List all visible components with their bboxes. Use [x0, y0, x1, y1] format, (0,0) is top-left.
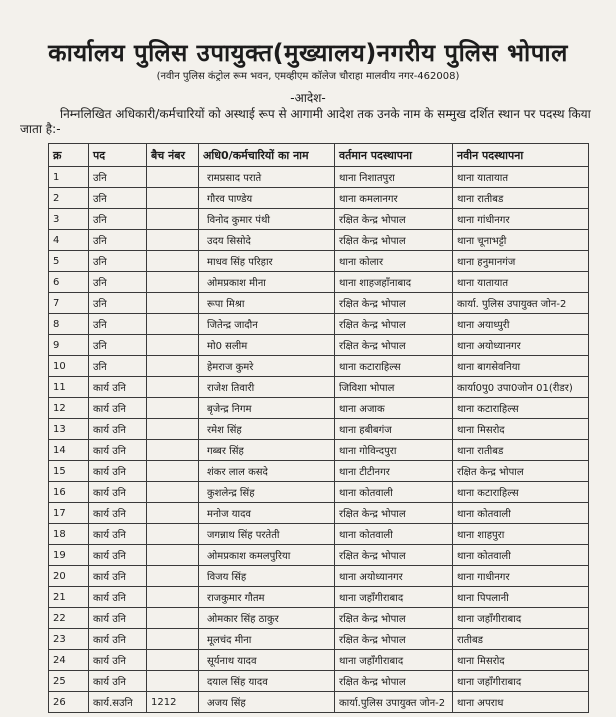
header-batch: बैच नंबर — [147, 144, 199, 167]
cell-rank: उनि — [89, 272, 147, 293]
cell-rank: कार्य उनि — [89, 545, 147, 566]
cell-batch — [147, 188, 199, 209]
cell-batch — [147, 608, 199, 629]
cell-name: जितेन्द्र जादौन — [199, 314, 335, 335]
cell-batch — [147, 377, 199, 398]
cell-batch — [147, 545, 199, 566]
table-row — [49, 650, 589, 671]
cell-batch — [147, 650, 199, 671]
cell-serial: 12 — [49, 398, 89, 419]
table-row — [49, 545, 589, 566]
cell-rank: उनि — [89, 209, 147, 230]
cell-serial: 16 — [49, 482, 89, 503]
cell-new-posting: थाना चूनाभट्टी — [453, 230, 589, 251]
cell-name: गौरव पाण्डेय — [199, 188, 335, 209]
cell-name: ओमप्रकाश कमलपुरिया — [199, 545, 335, 566]
cell-batch — [147, 230, 199, 251]
cell-rank: उनि — [89, 314, 147, 335]
cell-serial: 26 — [49, 692, 89, 713]
table-row — [49, 461, 589, 482]
cell-new-posting: थाना जहाँगीराबाद — [453, 671, 589, 692]
table-row — [49, 524, 589, 545]
cell-batch — [147, 356, 199, 377]
office-title: कार्यालय पुलिस उपायुक्त(मुख्यालय)नगरीय पुलिस भोपाल — [48, 39, 568, 67]
order-heading: -आदेश- — [290, 91, 326, 105]
cell-name: उदय सिसोदे — [199, 230, 335, 251]
table-row — [49, 314, 589, 335]
cell-name: हेमराज कुमरे — [199, 356, 335, 377]
cell-name: मूलचंद मीना — [199, 629, 335, 650]
cell-serial: 22 — [49, 608, 89, 629]
table-row — [49, 209, 589, 230]
cell-rank: कार्य उनि — [89, 398, 147, 419]
cell-current-posting: रक्षित केन्द्र भोपाल — [335, 671, 453, 692]
table-row — [49, 419, 589, 440]
cell-serial: 20 — [49, 566, 89, 587]
table-row — [49, 377, 589, 398]
cell-name: विनोद कुमार पंथी — [199, 209, 335, 230]
cell-new-posting: थाना हनुमानगंज — [453, 251, 589, 272]
table-row — [49, 167, 589, 188]
cell-name: बृजेन्द्र निगम — [199, 398, 335, 419]
table-row — [49, 293, 589, 314]
cell-new-posting: थाना गाधीनगर — [453, 566, 589, 587]
cell-current-posting: जिविशा भोपाल — [335, 377, 453, 398]
cell-name: शंकर लाल कसदे — [199, 461, 335, 482]
table-row — [49, 230, 589, 251]
cell-serial: 13 — [49, 419, 89, 440]
cell-serial: 2 — [49, 188, 89, 209]
table-row — [49, 335, 589, 356]
cell-name: विजय सिंह — [199, 566, 335, 587]
cell-name: ओमप्रकाश मीना — [199, 272, 335, 293]
cell-current-posting: रक्षित केन्द्र भोपाल — [335, 230, 453, 251]
posting-table — [48, 143, 589, 713]
cell-new-posting: थाना अयाध्पुरी — [453, 314, 589, 335]
cell-rank: कार्य उनि — [89, 419, 147, 440]
cell-serial: 25 — [49, 671, 89, 692]
cell-batch — [147, 671, 199, 692]
cell-serial: 23 — [49, 629, 89, 650]
cell-rank: कार्य उनि — [89, 608, 147, 629]
cell-rank: उनि — [89, 335, 147, 356]
cell-rank: उनि — [89, 167, 147, 188]
table-row — [49, 398, 589, 419]
header-serial: क्र — [49, 144, 89, 167]
cell-current-posting: रक्षित केन्द्र भोपाल — [335, 629, 453, 650]
cell-name: सूर्यनाथ यादव — [199, 650, 335, 671]
cell-current-posting: थाना निशातपुरा — [335, 167, 453, 188]
cell-batch — [147, 566, 199, 587]
cell-serial: 7 — [49, 293, 89, 314]
header-current-posting: वर्तमान पदस्थापना — [335, 144, 453, 167]
cell-name: अजय सिंह — [199, 692, 335, 713]
cell-new-posting: थाना बागसेवनिया — [453, 356, 589, 377]
cell-rank: उनि — [89, 188, 147, 209]
cell-serial: 19 — [49, 545, 89, 566]
cell-serial: 10 — [49, 356, 89, 377]
cell-serial: 3 — [49, 209, 89, 230]
table-row — [49, 671, 589, 692]
cell-current-posting: रक्षित केन्द्र भोपाल — [335, 314, 453, 335]
cell-new-posting: रक्षित केन्द्र भोपाल — [453, 461, 589, 482]
cell-batch — [147, 209, 199, 230]
cell-rank: कार्य उनि — [89, 440, 147, 461]
cell-serial: 8 — [49, 314, 89, 335]
table-header-row — [49, 144, 589, 167]
cell-batch — [147, 398, 199, 419]
table-row — [49, 440, 589, 461]
cell-new-posting: थाना कोतवाली — [453, 545, 589, 566]
cell-batch — [147, 587, 199, 608]
cell-name: रामप्रसाद पराते — [199, 167, 335, 188]
header-name: अधि0/कर्मचारियों का नाम — [199, 144, 335, 167]
cell-serial: 11 — [49, 377, 89, 398]
cell-batch — [147, 272, 199, 293]
cell-current-posting: रक्षित केन्द्र भोपाल — [335, 335, 453, 356]
cell-batch — [147, 335, 199, 356]
header-new-posting: नवीन पदस्थापना — [453, 144, 589, 167]
cell-new-posting: थाना मिसरोद — [453, 419, 589, 440]
cell-new-posting: थाना कटाराहिल्स — [453, 482, 589, 503]
cell-current-posting: थाना शाहजहाँनाबाद — [335, 272, 453, 293]
cell-serial: 4 — [49, 230, 89, 251]
cell-new-posting: थाना कोतवाली — [453, 503, 589, 524]
cell-current-posting: थाना कमलानगर — [335, 188, 453, 209]
table-row — [49, 356, 589, 377]
cell-name: मो0 सलीम — [199, 335, 335, 356]
cell-rank: कार्य उनि — [89, 650, 147, 671]
table-row — [49, 587, 589, 608]
cell-rank: कार्य उनि — [89, 587, 147, 608]
cell-new-posting: थाना शाहपुरा — [453, 524, 589, 545]
cell-batch — [147, 503, 199, 524]
cell-name: कुशलेन्द्र सिंह — [199, 482, 335, 503]
table-row — [49, 503, 589, 524]
cell-current-posting: रक्षित केन्द्र भोपाल — [335, 608, 453, 629]
cell-rank: कार्य उनि — [89, 461, 147, 482]
cell-current-posting: थाना अजाक — [335, 398, 453, 419]
cell-batch: 1212 — [147, 692, 199, 713]
cell-rank: कार्य.सउनि — [89, 692, 147, 713]
cell-new-posting: थाना जहाँगीराबाद — [453, 608, 589, 629]
cell-new-posting: थाना अयोध्यानगर — [453, 335, 589, 356]
header-rank: पद — [89, 144, 147, 167]
cell-new-posting: थाना रातीबड — [453, 440, 589, 461]
cell-batch — [147, 440, 199, 461]
cell-serial: 6 — [49, 272, 89, 293]
cell-name: राजेश तिवारी — [199, 377, 335, 398]
cell-current-posting: रक्षित केन्द्र भोपाल — [335, 545, 453, 566]
table-row — [49, 272, 589, 293]
cell-rank: उनि — [89, 230, 147, 251]
cell-current-posting: थाना कटाराहिल्स — [335, 356, 453, 377]
cell-new-posting: थाना अपराध — [453, 692, 589, 713]
cell-serial: 21 — [49, 587, 89, 608]
cell-new-posting: थाना पिपलानी — [453, 587, 589, 608]
cell-new-posting: थाना यातायात — [453, 272, 589, 293]
cell-current-posting: थाना कोतवाली — [335, 482, 453, 503]
cell-batch — [147, 524, 199, 545]
cell-serial: 17 — [49, 503, 89, 524]
cell-serial: 9 — [49, 335, 89, 356]
table-row — [49, 608, 589, 629]
cell-rank: कार्य उनि — [89, 482, 147, 503]
cell-new-posting: थाना मिसरोद — [453, 650, 589, 671]
cell-rank: कार्य उनि — [89, 629, 147, 650]
table-body — [49, 167, 589, 713]
cell-current-posting: कार्या.पुलिस उपायुक्त जोन-2 — [335, 692, 453, 713]
cell-rank: कार्य उनि — [89, 377, 147, 398]
table-row — [49, 188, 589, 209]
cell-rank: कार्य उनि — [89, 524, 147, 545]
table-row — [49, 482, 589, 503]
cell-new-posting: कार्या. पुलिस उपायुक्त जोन-2 — [453, 293, 589, 314]
cell-serial: 1 — [49, 167, 89, 188]
table-row — [49, 251, 589, 272]
cell-name: माधव सिंह परिहार — [199, 251, 335, 272]
cell-serial: 18 — [49, 524, 89, 545]
cell-current-posting: थाना हबीबगंज — [335, 419, 453, 440]
cell-name: गब्बर सिंह — [199, 440, 335, 461]
cell-batch — [147, 419, 199, 440]
cell-new-posting: थाना कटाराहिल्स — [453, 398, 589, 419]
cell-rank: कार्य उनि — [89, 503, 147, 524]
cell-name: दयाल सिंह यादव — [199, 671, 335, 692]
table-row — [49, 692, 589, 713]
cell-serial: 24 — [49, 650, 89, 671]
cell-current-posting: थाना कोतवाली — [335, 524, 453, 545]
cell-current-posting: थाना अयोध्यानगर — [335, 566, 453, 587]
table-row — [49, 566, 589, 587]
cell-current-posting: थाना कोलार — [335, 251, 453, 272]
cell-batch — [147, 314, 199, 335]
cell-new-posting: कार्या0पु0 उपा0जोन 01(रीडर) — [453, 377, 589, 398]
cell-new-posting: थाना रातीबड — [453, 188, 589, 209]
cell-serial: 5 — [49, 251, 89, 272]
table-row — [49, 629, 589, 650]
cell-rank: उनि — [89, 293, 147, 314]
cell-batch — [147, 461, 199, 482]
cell-name: मनोज यादव — [199, 503, 335, 524]
cell-rank: उनि — [89, 356, 147, 377]
cell-current-posting: थाना जहाँगीराबाद — [335, 587, 453, 608]
cell-new-posting: थाना यातायात — [453, 167, 589, 188]
cell-current-posting: रक्षित केन्द्र भोपाल — [335, 503, 453, 524]
cell-batch — [147, 251, 199, 272]
cell-batch — [147, 293, 199, 314]
cell-name: ओमकार सिंह ठाकुर — [199, 608, 335, 629]
cell-batch — [147, 167, 199, 188]
cell-name: जगन्नाथ सिंह परतेती — [199, 524, 335, 545]
cell-rank: कार्य उनि — [89, 566, 147, 587]
cell-new-posting: थाना गांधीनगर — [453, 209, 589, 230]
cell-new-posting: रातीबड — [453, 629, 589, 650]
cell-batch — [147, 482, 199, 503]
cell-current-posting: रक्षित केन्द्र भोपाल — [335, 209, 453, 230]
cell-serial: 14 — [49, 440, 89, 461]
cell-rank: कार्य उनि — [89, 671, 147, 692]
cell-serial: 15 — [49, 461, 89, 482]
cell-current-posting: थाना गोविन्दपुरा — [335, 440, 453, 461]
cell-current-posting: थाना जहाँगीराबाद — [335, 650, 453, 671]
cell-current-posting: थाना टीटीनगर — [335, 461, 453, 482]
cell-name: रूपा मिश्रा — [199, 293, 335, 314]
cell-rank: उनि — [89, 251, 147, 272]
cell-current-posting: रक्षित केन्द्र भोपाल — [335, 293, 453, 314]
office-address: (नवीन पुलिस कंट्रोल रूम भवन, एमव्हीएम कॉलेज चौराहा मालवीय नगर-462008) — [156, 71, 460, 82]
cell-name: राजकुमार गौतम — [199, 587, 335, 608]
order-intro: निम्नलिखित अधिकारी/कर्मचारियों को अस्थाई रूप से आगामी आदेश तक उनके नाम के सम्मुख दर्शित स्थान पर पदस्थ किया जाता है:- — [20, 107, 591, 136]
cell-name: रमेश सिंह — [199, 419, 335, 440]
cell-batch — [147, 629, 199, 650]
